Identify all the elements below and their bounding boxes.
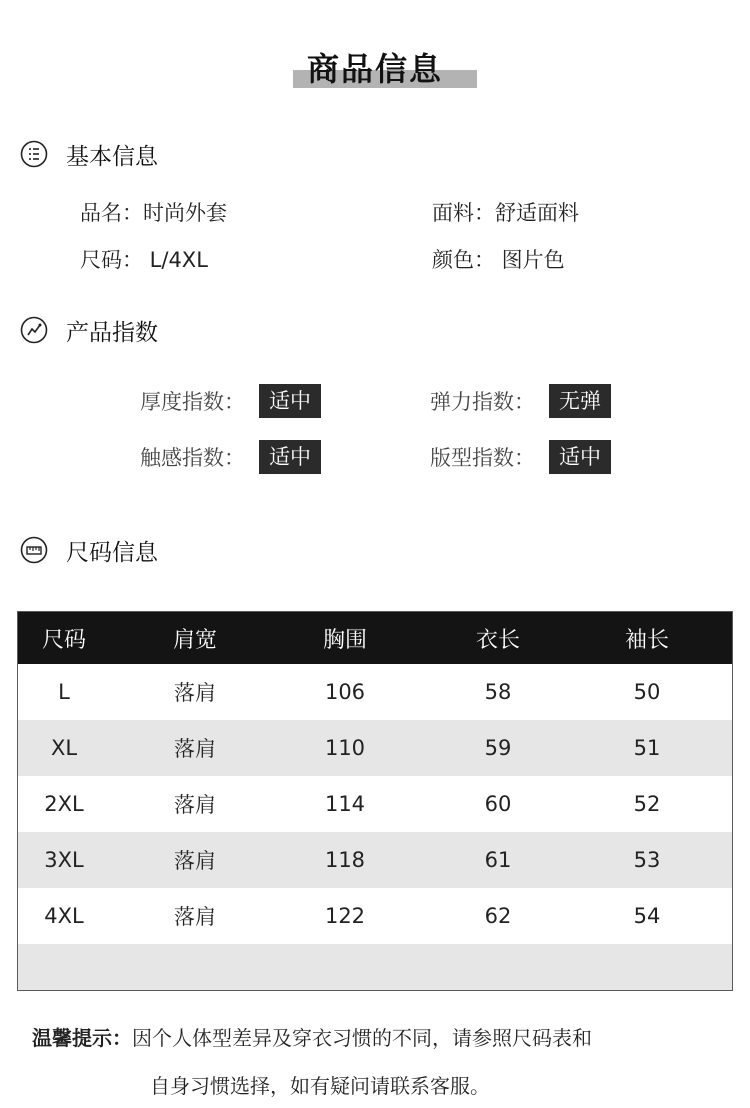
touch-index	[140, 440, 321, 474]
table-row	[18, 720, 732, 776]
table-cell: L	[58, 680, 70, 704]
product-color: 颜色： 图片色	[432, 248, 565, 272]
thickness-index-label: 厚度指数：	[140, 390, 245, 414]
touch-index-label: 触感指数：	[140, 446, 245, 470]
table-cell: 53	[633, 848, 661, 872]
table-cell: 落肩	[174, 681, 216, 705]
table-cell: 58	[484, 680, 512, 704]
table-cell: 114	[324, 792, 366, 816]
section-size-info	[20, 534, 158, 566]
tip-label: 温馨提示：	[32, 1026, 132, 1050]
product-size-range: 尺码： L/4XL	[80, 248, 208, 272]
table-cell: 3XL	[44, 848, 84, 872]
section-size-info-label: 尺码信息	[66, 539, 158, 566]
list-icon	[20, 140, 48, 168]
table-cell: 59	[484, 736, 512, 760]
section-product-index	[20, 314, 158, 346]
thickness-index-badge: 适中	[259, 384, 321, 418]
section-product-index-label: 产品指数	[66, 319, 158, 346]
table-row	[18, 664, 732, 720]
page-title-block	[0, 40, 750, 96]
table-cell: 落肩	[174, 905, 216, 929]
table-cell: 落肩	[174, 737, 216, 761]
size-table	[17, 611, 733, 991]
elasticity-index	[430, 384, 611, 418]
table-cell: 4XL	[44, 904, 84, 928]
trend-icon	[20, 316, 48, 344]
table-cell: 62	[484, 904, 512, 928]
header-cell: 衣长	[475, 627, 520, 653]
table-cell: 106	[324, 680, 366, 704]
tip-line-1	[32, 1022, 592, 1051]
page-title: 商品信息	[306, 50, 443, 88]
table-cell: 122	[324, 904, 366, 928]
header-cell: 肩宽	[172, 627, 217, 653]
size-table-header	[18, 612, 732, 664]
table-cell: 54	[633, 904, 661, 928]
header-cell: 尺码	[41, 627, 86, 653]
fit-index-label: 版型指数：	[430, 446, 535, 470]
table-cell: 110	[324, 736, 366, 760]
table-row	[18, 832, 732, 888]
tip-line-2	[150, 1070, 490, 1099]
product-fabric: 面料：舒适面料	[432, 201, 579, 225]
table-cell: XL	[50, 736, 78, 760]
table-cell: 60	[484, 792, 512, 816]
tip-text-1: 因个人体型差异及穿衣习惯的不同，请参照尺码表和	[132, 1026, 592, 1050]
section-basic-info	[20, 138, 158, 170]
table-cell: 落肩	[174, 849, 216, 873]
thickness-index	[140, 384, 321, 418]
table-row	[18, 776, 732, 832]
table-cell: 2XL	[44, 792, 84, 816]
header-cell: 胸围	[322, 627, 367, 653]
table-row	[18, 888, 732, 944]
touch-index-badge: 适中	[259, 440, 321, 474]
section-basic-info-label: 基本信息	[66, 143, 158, 170]
table-cell: 118	[324, 848, 366, 872]
header-cell: 袖长	[624, 627, 669, 653]
product-name: 品名：时尚外套	[80, 201, 227, 225]
fit-index-badge: 适中	[549, 440, 611, 474]
elasticity-index-label: 弹力指数：	[430, 390, 535, 414]
fit-index	[430, 440, 611, 474]
elasticity-index-badge: 无弹	[549, 384, 611, 418]
table-cell: 落肩	[174, 793, 216, 817]
table-cell: 52	[633, 792, 661, 816]
ruler-icon	[20, 536, 48, 564]
table-cell: 50	[633, 680, 661, 704]
tip-text-2: 自身习惯选择，如有疑问请联系客服。	[150, 1074, 490, 1098]
table-cell: 61	[484, 848, 512, 872]
table-cell: 51	[633, 736, 661, 760]
